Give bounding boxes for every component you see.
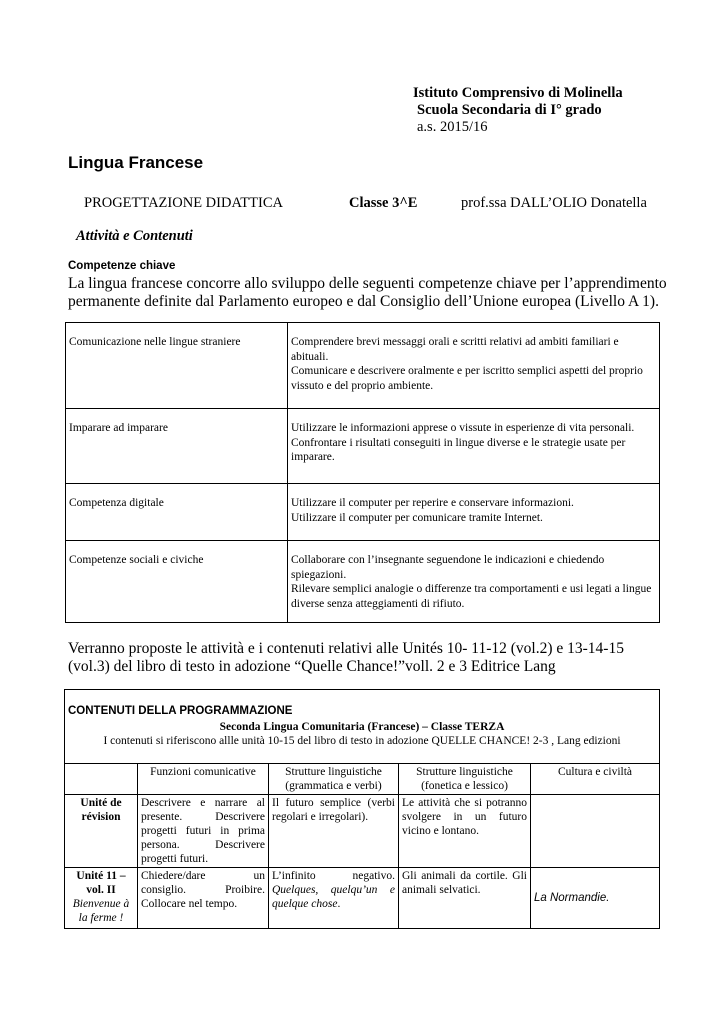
competence-desc: Comunicare e descrivere oralmente e per iscritto semplici aspetti del proprio vissuto e del proprio ambiente. [291, 365, 643, 392]
competence-name: Comunicazione nelle lingue straniere [66, 323, 288, 409]
program-note: I contenuti si riferiscono allle unità 10-15 del libro di testo in adozione QUELLE CHANCE! 2-3 , Lang edizioni [103, 735, 621, 747]
unit-subtitle: Bienvenue à la ferme ! [72, 898, 130, 924]
table-row [65, 868, 660, 929]
page-title: Lingua Francese [68, 153, 204, 172]
column-header: Cultura e civiltà [531, 764, 660, 795]
teacher-name: prof.ssa DALL’OLIO Donatella [461, 195, 647, 211]
competences-table [65, 322, 660, 623]
units-paragraph: Verranno proposte le attività e i contenuti relativi alle Unités 10- 11-12 (vol.2) e 13-14-15 (vol.3) del libro di testo in adozione “Quelle Chance!”voll. 2 e 3 Editrice Lang [68, 640, 624, 675]
competence-desc: Confrontare i risultati conseguiti in lingue diverse e le strategie usate per imparare. [291, 436, 626, 463]
table-row [65, 795, 660, 868]
competence-desc: Utilizzare il computer per reperire e conservare informazioni. [291, 497, 574, 509]
intro-paragraph: La lingua francese concorre allo sviluppo delle seguenti competenze chiave per l’apprendimento permanente definite dal Parlamento europeo e dal Consiglio dell’Unione europea (Livello A 1). [68, 275, 667, 310]
school-year: a.s. 2015/16 [417, 119, 488, 135]
competence-desc: Utilizzare le informazioni apprese o vissute in esperienze di vita personali. [291, 422, 635, 434]
program-subtitle: Seconda Lingua Comunitaria (Francese) – Classe TERZA [219, 721, 505, 733]
table-row [66, 323, 660, 409]
competence-desc: Utilizzare il computer per comunicare tramite Internet. [291, 511, 543, 524]
unit-name: Unité 11 – vol. II [76, 870, 126, 896]
class-label: Classe 3^E [349, 195, 418, 211]
program-table [64, 689, 660, 929]
grammatica-end: . [337, 898, 341, 910]
column-header-row [65, 764, 660, 795]
subsection-heading: Competenze chiave [68, 260, 176, 272]
column-header: Funzioni comunicative [138, 764, 269, 795]
school-header [413, 85, 623, 136]
competence-name: Imparare ad imparare [66, 409, 288, 484]
school-name: Istituto Comprensivo di Molinella [413, 85, 623, 101]
program-heading: CONTENUTI DELLA PROGRAMMAZIONE [68, 705, 293, 717]
school-level: Scuola Secondaria di I° grado [417, 102, 602, 118]
funzioni-cell: Chiedere/dare un consiglio. Proibire. Collocare nel tempo. [138, 868, 269, 929]
doc-type: PROGETTAZIONE DIDATTICA [84, 195, 283, 211]
competence-desc: Rilevare semplici analogie o differenze tra comportamenti e usi legati a lingue diverse senza atteggiamenti di rifiuto. [291, 583, 652, 610]
table-row [66, 409, 660, 484]
cultura-cell [531, 795, 660, 868]
grammatica-text: L’infinito negativo. [272, 870, 395, 882]
table-row [66, 541, 660, 623]
program-header-row [65, 690, 660, 764]
lessico-cell: Le attività che si potranno svolgere in un futuro vicino e lontano. [399, 795, 531, 868]
competence-desc: Collaborare con l’insegnante seguendone le indicazioni e chiedendo spiegazioni. [291, 554, 605, 581]
competence-desc: Comprendere brevi messaggi orali e scritti relativi ad ambiti familiari e abituali. [291, 336, 619, 363]
grammatica-italic: Quelques, quelqu’un e quelque chose [272, 884, 395, 910]
section-heading: Attività e Contenuti [76, 228, 193, 244]
competence-name: Competenze sociali e civiche [66, 541, 288, 623]
grammatica-cell: Il futuro semplice (verbi regolari e irregolari). [269, 795, 399, 868]
grammatica-cell [269, 868, 399, 929]
column-header [65, 764, 138, 795]
column-header: Strutture linguistiche (fonetica e lessico) [399, 764, 531, 795]
cultura-cell: La Normandie. [531, 868, 660, 929]
unit-name: Unité de révision [65, 795, 138, 868]
lessico-cell: Gli animali da cortile. Gli animali selvatici. [399, 868, 531, 929]
column-header: Strutture linguistiche (grammatica e verbi) [269, 764, 399, 795]
competence-name: Competenza digitale [66, 484, 288, 541]
funzioni-cell: Descrivere e narrare al presente. Descrivere progetti futuri in prima persona. Descrivere progetti futuri. [138, 795, 269, 868]
table-row [66, 484, 660, 541]
